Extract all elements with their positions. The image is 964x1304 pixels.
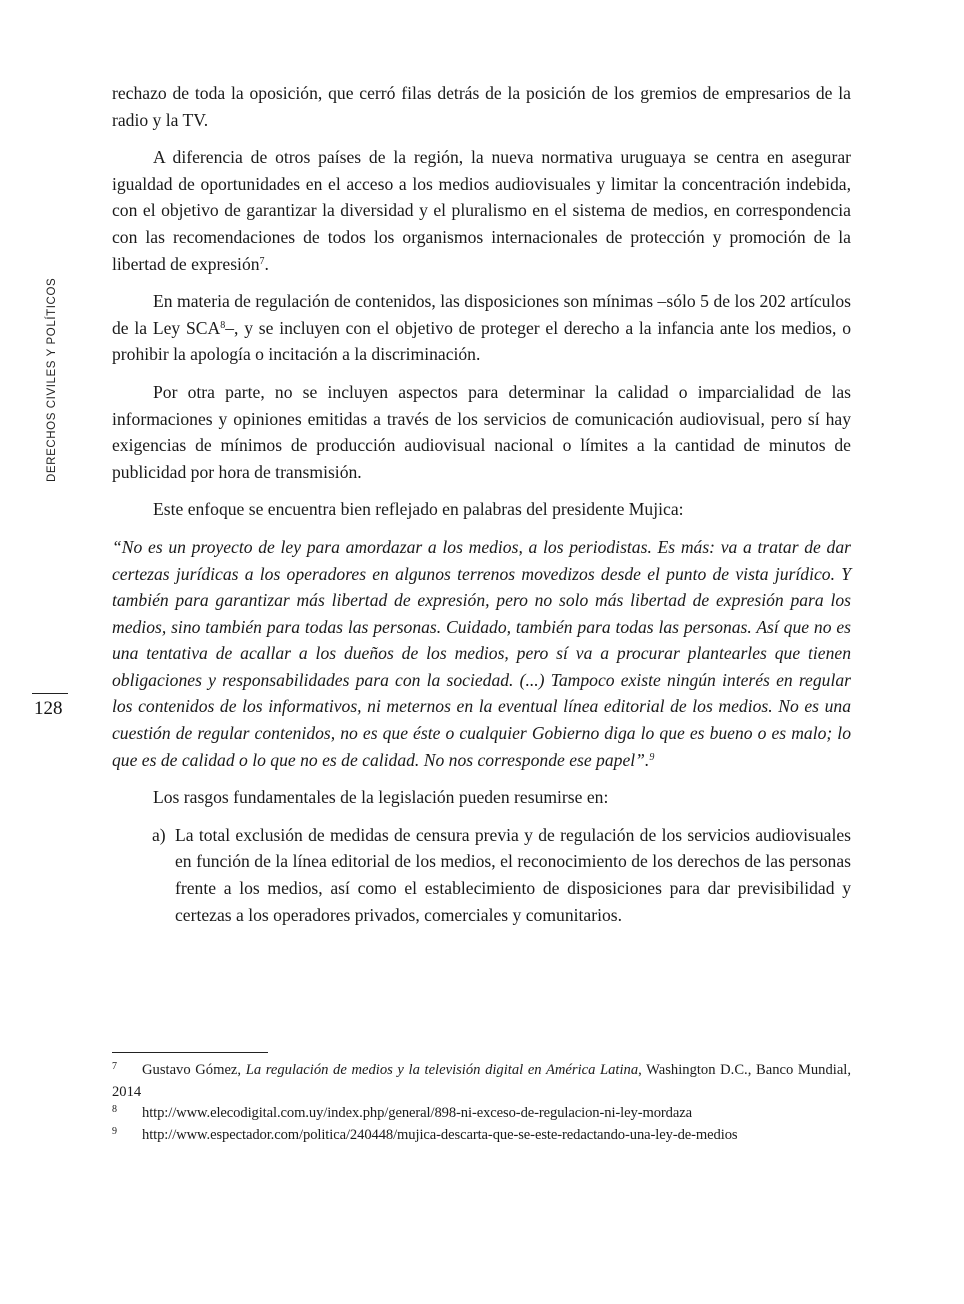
footnote-separator [112, 1052, 268, 1053]
footnote-7: 7 Gustavo Gómez, La regulación de medios y la televisión digital en América Latina, Washington D.C., Banco Mundial, 2014 [112, 1061, 851, 1100]
footnote-ref-9[interactable]: 9 [649, 751, 655, 763]
running-section-title: DERECHOS CIVILES Y POLÍTICOS [46, 277, 58, 482]
paragraph-2-end: . [264, 253, 269, 274]
footnote-7-rest: , Washington D.C., Banco Mundial, 2014 [112, 1062, 851, 1100]
footnote-ref-7[interactable]: 7 [259, 255, 265, 267]
paragraph-6: Los rasgos fundamentales de la legislación pueden resumirse en: [153, 787, 609, 808]
paragraph-2 [112, 144, 851, 277]
page-number-rule [32, 693, 68, 694]
footnote-ref-8[interactable]: 8 [220, 319, 226, 331]
paragraph-3 [112, 288, 851, 368]
footnote-8: 8 http://www.elecodigital.com.uy/index.php/general/898-ni-exceso-de-regulacion-ni-ley-mordaza [112, 1104, 692, 1121]
quote-text: “No es un proyecto de ley para amordazar a los medios, a los periodistas. Es más: va a tratar de dar certezas jurídicas a los operadores en algunos terrenos movedizos desde el punto de vista jurídico. Y también para garantizar más libertad de expresión, pero no solo más libertad de expresión para los medios, sino también para todas las personas. Cuidado, también para todas las personas. Así que no es una tentativa de acallar a los dueños de los medios, pero sí va a procurar plantearles que tienen obligaciones y responsabilidades para con la sociedad. (...) Tampoco existe ningún interés en regular los contenidos de los informativos, ni meternos en la eventual línea editorial de los medios. No es una cuestión de regular contenidos, no es que éste o cualquier Gobierno diga lo que es bueno o es malo; lo que es de calidad o lo que no es de calidad. No nos corresponde ese papel”. [112, 536, 851, 770]
block-quote [112, 534, 851, 773]
footnote-8-link[interactable]: http://www.elecodigital.com.uy/index.php/general/898-ni-exceso-de-regulacion-ni-ley-mordaza [142, 1105, 692, 1121]
paragraph-2-text: A diferencia de otros países de la región, la nueva normativa uruguaya se centra en asegurar igualdad de oportunidades en el acceso a los medios audiovisuales y limitar la concentración indebida, con el objetivo de garantizar la diversidad y el pluralismo en el sistema de medios, en correspondencia con las recomendaciones de todos los organismos internacionales de protección y promoción de la libertad de expresión [112, 147, 851, 274]
footnote-7-title: La regulación de medios y la televisión digital en América Latina [245, 1062, 639, 1078]
paragraph-3-text-b: –, y se incluyen con el objetivo de proteger el derecho a la infancia ante los medios, o prohibir la apología o incitación a la discriminación. [112, 317, 852, 365]
footnotes [112, 1060, 851, 1146]
paragraph-5: Este enfoque se encuentra bien reflejado en palabras del presidente Mujica: [153, 499, 684, 520]
list-item-text: La total exclusión de medidas de censura previa y de regulación de los servicios audiovisuales en función de la línea editorial de los medios, el reconocimiento de los derechos de las personas frente a los medios, así como el establecimiento de disposiciones para dar previsibilidad y certezas a los operadores privados, comerciales y comunitarios. [175, 824, 851, 925]
footnote-9: 9 http://www.espectador.com/politica/240448/mujica-descarta-que-se-este-redactando-una-ley-de-medios [112, 1125, 738, 1143]
page-number: 128 [34, 698, 63, 719]
footnote-9-link[interactable]: http://www.espectador.com/politica/240448/mujica-descarta-que-se-este-redactando-una-ley-de-medios [142, 1126, 738, 1143]
paragraph-1: rechazo de toda la oposición, que cerró filas detrás de la posición de los gremios de empresarios de la radio y la TV. [112, 83, 851, 130]
list-item-marker: a) [152, 824, 166, 845]
footnote-7-author: Gustavo Gómez, [142, 1062, 246, 1078]
paragraph-3-text-a: En materia de regulación de contenidos, las disposiciones son mínimas –sólo 5 de los 202 artículos de la Ley SCA [112, 291, 851, 338]
list-item [152, 822, 851, 928]
body-text [112, 80, 851, 928]
paragraph-4: Por otra parte, no se incluyen aspectos para determinar la calidad o imparcialidad de las informaciones y opiniones emitidas a través de los servicios de comunicación audiovisual, pero sí hay exigencias de mínimos de producción audiovisual nacional o límites a la cantidad de minutos de publicidad por hora de transmisión. [112, 381, 851, 482]
